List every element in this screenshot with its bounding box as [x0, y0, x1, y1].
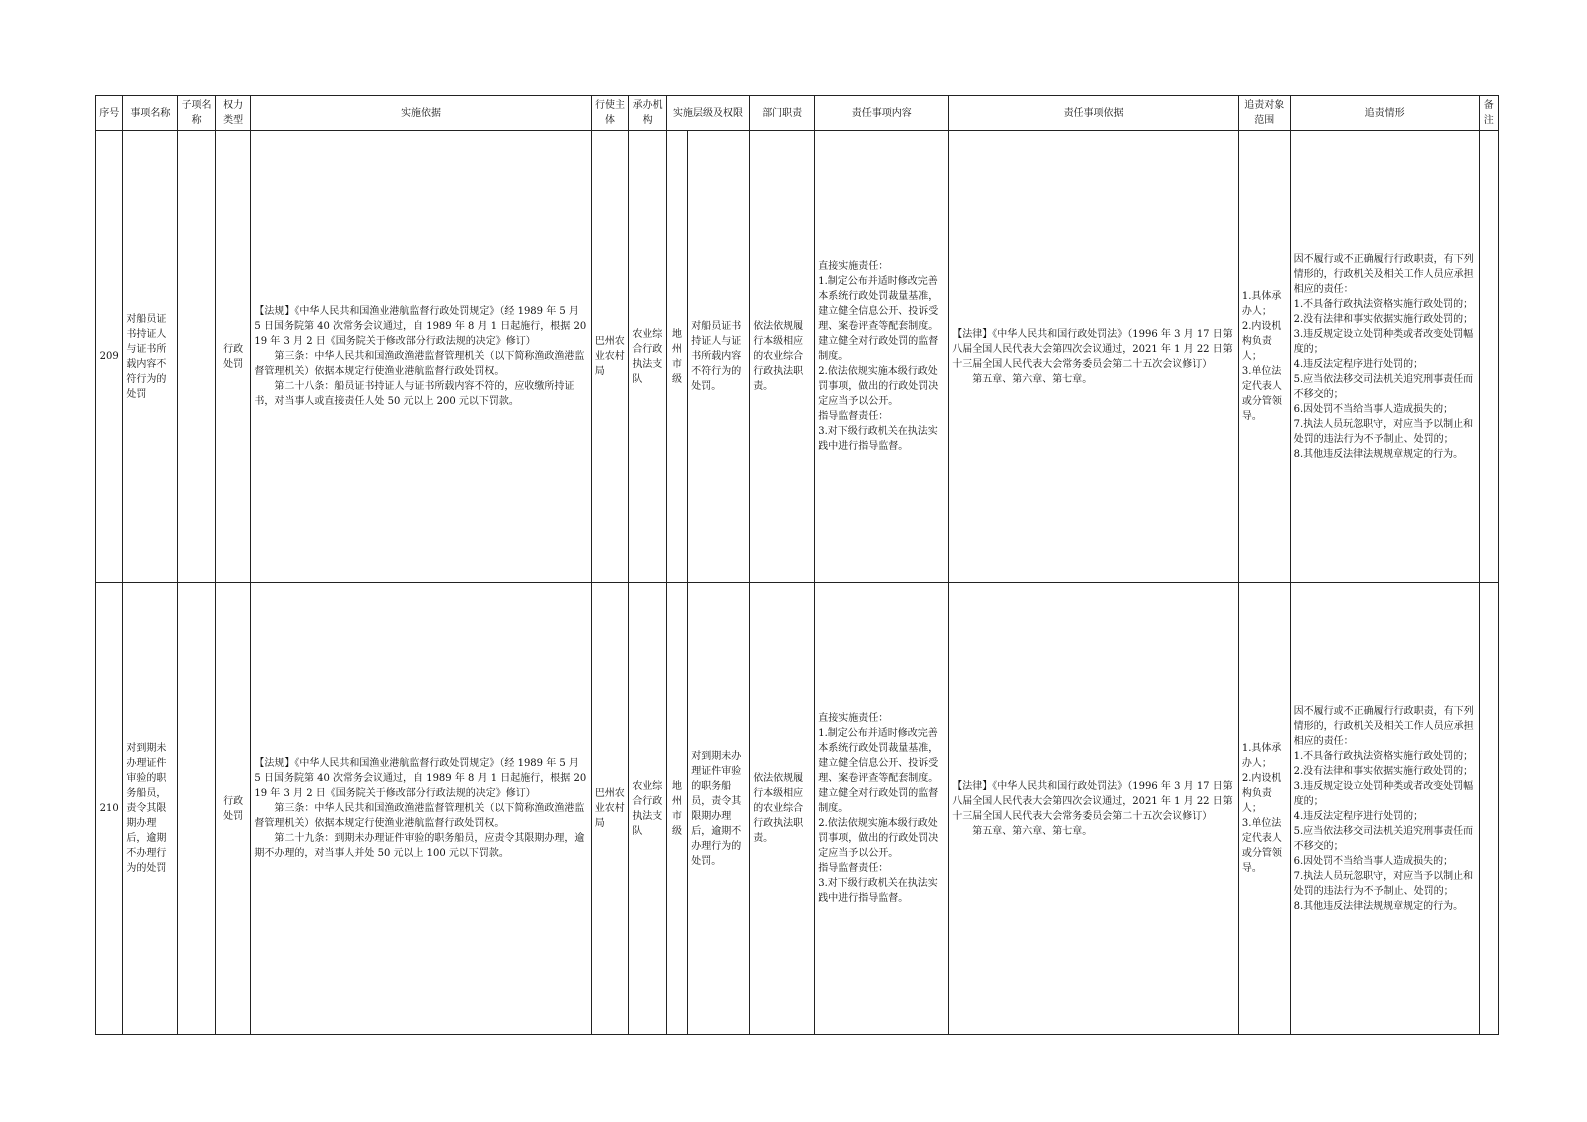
header-duty: 部门职责	[750, 96, 815, 131]
header-power-type: 权力类型	[215, 96, 251, 131]
table-row	[96, 583, 1499, 1035]
row-remark	[1479, 583, 1498, 1035]
row-power-type: 行政处罚	[215, 131, 251, 583]
row-seq: 210	[96, 583, 123, 1035]
row-resp-content: 直接实施责任： 1.制定公布并适时修改完善本系统行政处罚裁量基准，建立健全信息公开、投诉受理、案卷评查等配套制度。建立健全对行政处罚的监督制度。 2.依法依规实施本级行政处罚事项，做出的行政处罚决定应当予以公开。 指导监督责任： 3.对下级行政机关在执法实践中进行指导监督。	[815, 131, 949, 583]
resp-basis-law: 【法律】《中华人民共和国行政处罚法》（1996 年 3 月 17 日第八届全国人民代表大会第四次会议通过，2021 年 1 月 22 日第十三届全国人民代表大会常务委员会第二十五次会议修订）	[952, 328, 1233, 370]
header-remark: 备注	[1479, 96, 1498, 131]
basis-article-penalty: 第二十八条：船员证书持证人与证书所载内容不符的，应收缴所持证书，对当事人或直接责任人处 50 元以上 200 元以下罚款。	[254, 381, 575, 407]
row-level-tier: 地州市级	[666, 131, 687, 583]
row-subject: 巴州农业农村局	[591, 583, 629, 1035]
resp-basis-chapters: 第五章、第六章、第七章。	[972, 825, 1093, 837]
row-item-name: 对到期未办理证件审验的职务船员，责令其限期办理后，逾期不办理行为的处罚	[123, 583, 178, 1035]
basis-regulation: 【法规】《中华人民共和国渔业港航监督行政处罚规定》（经 1989 年 5 月 5 日国务院第 40 次常务会议通过，自 1989 年 8 月 1 日起施行，根据 2019 年 3 月 2 日《国务院关于修改部分行政法规的决定》修订）	[254, 306, 587, 347]
row-situation: 因不履行或不正确履行行政职责，有下列情形的，行政机关及相关工作人员应承担相应的责任： 1.不具备行政执法资格实施行政处罚的； 2.没有法律和事实依据实施行政处罚的； 3.违反规定设立处罚种类或者改变处罚幅度的； 4.违反法定程序进行处罚的； 5.应当依法移交司法机关追究刑事责任而不移交的； 6.因处罚不当给当事人造成损失的； 7.执法人员玩忽职守，对应当予以制止和处罚的违法行为不予制止、处罚的； 8.其他违反法律法规规章规定的行为。	[1290, 583, 1479, 1035]
row-duty: 依法依规履行本级相应的农业综合行政执法职责。	[750, 131, 815, 583]
basis-article-3: 第三条：中华人民共和国渔政渔港监督管理机关（以下简称渔政渔港监督管理机关）依据本规定行使渔业港航监督行政处罚权。	[254, 351, 585, 377]
row-basis	[251, 131, 591, 583]
header-item-name: 事项名称	[123, 96, 178, 131]
row-scope: 1.具体承办人； 2.内设机构负责人； 3.单位法定代表人或分管领导。	[1238, 131, 1290, 583]
row-basis	[251, 583, 591, 1035]
header-basis: 实施依据	[251, 96, 591, 131]
header-seq: 序号	[96, 96, 123, 131]
header-level: 实施层级及权限	[666, 96, 749, 131]
header-org: 承办机构	[629, 96, 667, 131]
table-header-row	[96, 96, 1499, 131]
row-remark	[1479, 131, 1498, 583]
row-resp-basis	[949, 583, 1239, 1035]
header-scope: 追责对象范围	[1238, 96, 1290, 131]
row-power-type: 行政处罚	[215, 583, 251, 1035]
table-row	[96, 131, 1499, 583]
header-sub-item: 子项名称	[178, 96, 216, 131]
resp-basis-law: 【法律】《中华人民共和国行政处罚法》（1996 年 3 月 17 日第八届全国人民代表大会第四次会议通过，2021 年 1 月 22 日第十三届全国人民代表大会常务委员会第二十五次会议修订）	[952, 780, 1233, 822]
row-level-power: 对到期未办理证件审验的职务船员，责令其限期办理后，逾期不办理行为的处罚。	[688, 583, 750, 1035]
header-subject: 行使主体	[591, 96, 629, 131]
row-resp-basis	[949, 131, 1239, 583]
basis-article-3: 第三条：中华人民共和国渔政渔港监督管理机关（以下简称渔政渔港监督管理机关）依据本规定行使渔业港航监督行政处罚权。	[254, 803, 585, 829]
basis-regulation: 【法规】《中华人民共和国渔业港航监督行政处罚规定》（经 1989 年 5 月 5 日国务院第 40 次常务会议通过，自 1989 年 8 月 1 日起施行，根据 2019 年 3 月 2 日《国务院关于修改部分行政法规的决定》修订）	[254, 758, 587, 799]
row-scope: 1.具体承办人； 2.内设机构负责人； 3.单位法定代表人或分管领导。	[1238, 583, 1290, 1035]
row-item-name: 对船员证书持证人与证书所载内容不符行为的处罚	[123, 131, 178, 583]
header-resp-basis: 责任事项依据	[949, 96, 1239, 131]
row-subject: 巴州农业农村局	[591, 131, 629, 583]
row-seq: 209	[96, 131, 123, 583]
row-org: 农业综合行政执法支队	[629, 583, 667, 1035]
row-level-tier: 地州市级	[666, 583, 687, 1035]
power-list-table	[95, 95, 1499, 1035]
resp-basis-chapters: 第五章、第六章、第七章。	[972, 373, 1093, 385]
row-sub-item	[178, 583, 216, 1035]
row-duty: 依法依规履行本级相应的农业综合行政执法职责。	[750, 583, 815, 1035]
header-situation: 追责情形	[1290, 96, 1479, 131]
row-resp-content: 直接实施责任： 1.制定公布并适时修改完善本系统行政处罚裁量基准，建立健全信息公开、投诉受理、案卷评查等配套制度。建立健全对行政处罚的监督制度。 2.依法依规实施本级行政处罚事项，做出的行政处罚决定应当予以公开。 指导监督责任： 3.对下级行政机关在执法实践中进行指导监督。	[815, 583, 949, 1035]
row-sub-item	[178, 131, 216, 583]
header-resp-content: 责任事项内容	[815, 96, 949, 131]
basis-article-penalty: 第二十九条：到期未办理证件审验的职务船员，应责令其限期办理，逾期不办理的，对当事人并处 50 元以上 100 元以下罚款。	[254, 833, 585, 859]
row-org: 农业综合行政执法支队	[629, 131, 667, 583]
row-situation: 因不履行或不正确履行行政职责，有下列情形的，行政机关及相关工作人员应承担相应的责任： 1.不具备行政执法资格实施行政处罚的； 2.没有法律和事实依据实施行政处罚的； 3.违反规定设立处罚种类或者改变处罚幅度的； 4.违反法定程序进行处罚的； 5.应当依法移交司法机关追究刑事责任而不移交的； 6.因处罚不当给当事人造成损失的； 7.执法人员玩忽职守，对应当予以制止和处罚的违法行为不予制止、处罚的； 8.其他违反法律法规规章规定的行为。	[1290, 131, 1479, 583]
row-level-power: 对船员证书持证人与证书所载内容不符行为的处罚。	[688, 131, 750, 583]
